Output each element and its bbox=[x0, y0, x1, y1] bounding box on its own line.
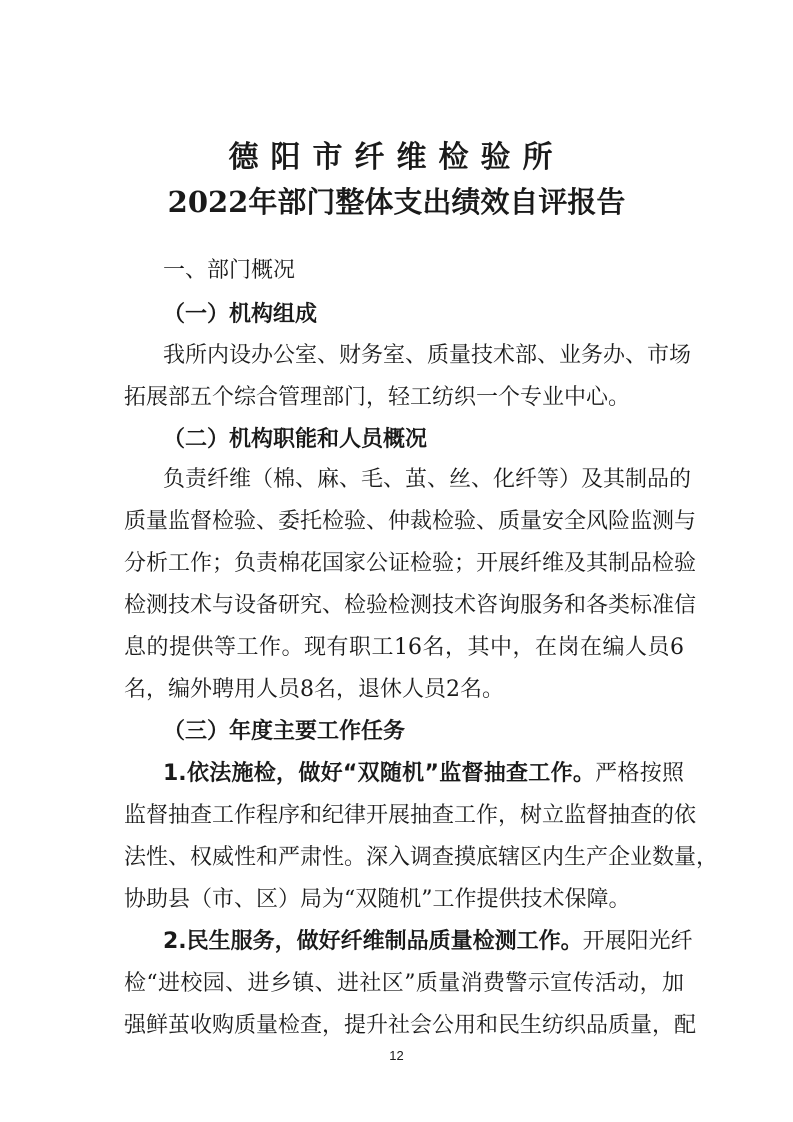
paragraph-line: 负责纤维（棉、麻、毛、茧、丝、化纤等）及其制品的 bbox=[163, 467, 692, 492]
paragraph-line: 监督抽查工作程序和纪律开展抽查工作，树立监督抽查的依 bbox=[124, 803, 697, 828]
paragraph-line: 我所内设办公室、财务室、质量技术部、业务办、市场 bbox=[163, 343, 692, 368]
paragraph-line: 息的提供等工作。现有职工16名，其中，在岗在编人员6 bbox=[124, 635, 684, 660]
task-title: 2.民生服务，做好纤维制品质量检测工作。 bbox=[163, 929, 583, 954]
paragraph-line: 检“进校园、进乡镇、进社区”质量消费警示宣传活动，加 bbox=[124, 971, 684, 996]
task-text: 严格按照 bbox=[595, 761, 684, 786]
document-title-line2: 2022年部门整体支出绩效自评报告 bbox=[167, 185, 626, 219]
paragraph-line: 法性、权威性和严肃性。深入调查摸底辖区内生产企业数量， bbox=[124, 845, 719, 870]
paragraph-line bbox=[163, 927, 693, 957]
paragraph-line bbox=[163, 759, 684, 789]
paragraph-line: 名，编外聘用人员8名，退休人员2名。 bbox=[124, 677, 504, 702]
paragraph-line: 检测技术与设备研究、检验检测技术咨询服务和各类标准信 bbox=[124, 593, 697, 618]
paragraph-line: 拓展部五个综合管理部门，轻工纺织一个专业中心。 bbox=[124, 385, 631, 410]
page-number: 12 bbox=[389, 1048, 404, 1063]
section-heading-overview: 一、部门概况 bbox=[163, 258, 296, 283]
subheading-organization: （一）机构组成 bbox=[163, 302, 318, 327]
subheading-annual-tasks: （三）年度主要工作任务 bbox=[163, 719, 406, 744]
subheading-functions-staff: （二）机构职能和人员概况 bbox=[163, 427, 428, 452]
paragraph-line: 质量监督检验、委托检验、仲裁检验、质量安全风险监测与 bbox=[124, 509, 697, 534]
document-title-line1: 德阳市纤维检验所 bbox=[228, 140, 565, 175]
paragraph-line: 协助县（市、区）局为“双随机”工作提供技术保障。 bbox=[124, 887, 631, 912]
paragraph-line: 强鲜茧收购质量检查，提升社会公用和民生纺织品质量，配 bbox=[124, 1013, 697, 1038]
task-title: 1.依法施检，做好“双随机”监督抽查工作。 bbox=[163, 761, 596, 786]
task-text: 开展阳光纤 bbox=[582, 929, 693, 954]
paragraph-line: 分析工作；负责棉花国家公证检验；开展纤维及其制品检验 bbox=[124, 551, 697, 576]
